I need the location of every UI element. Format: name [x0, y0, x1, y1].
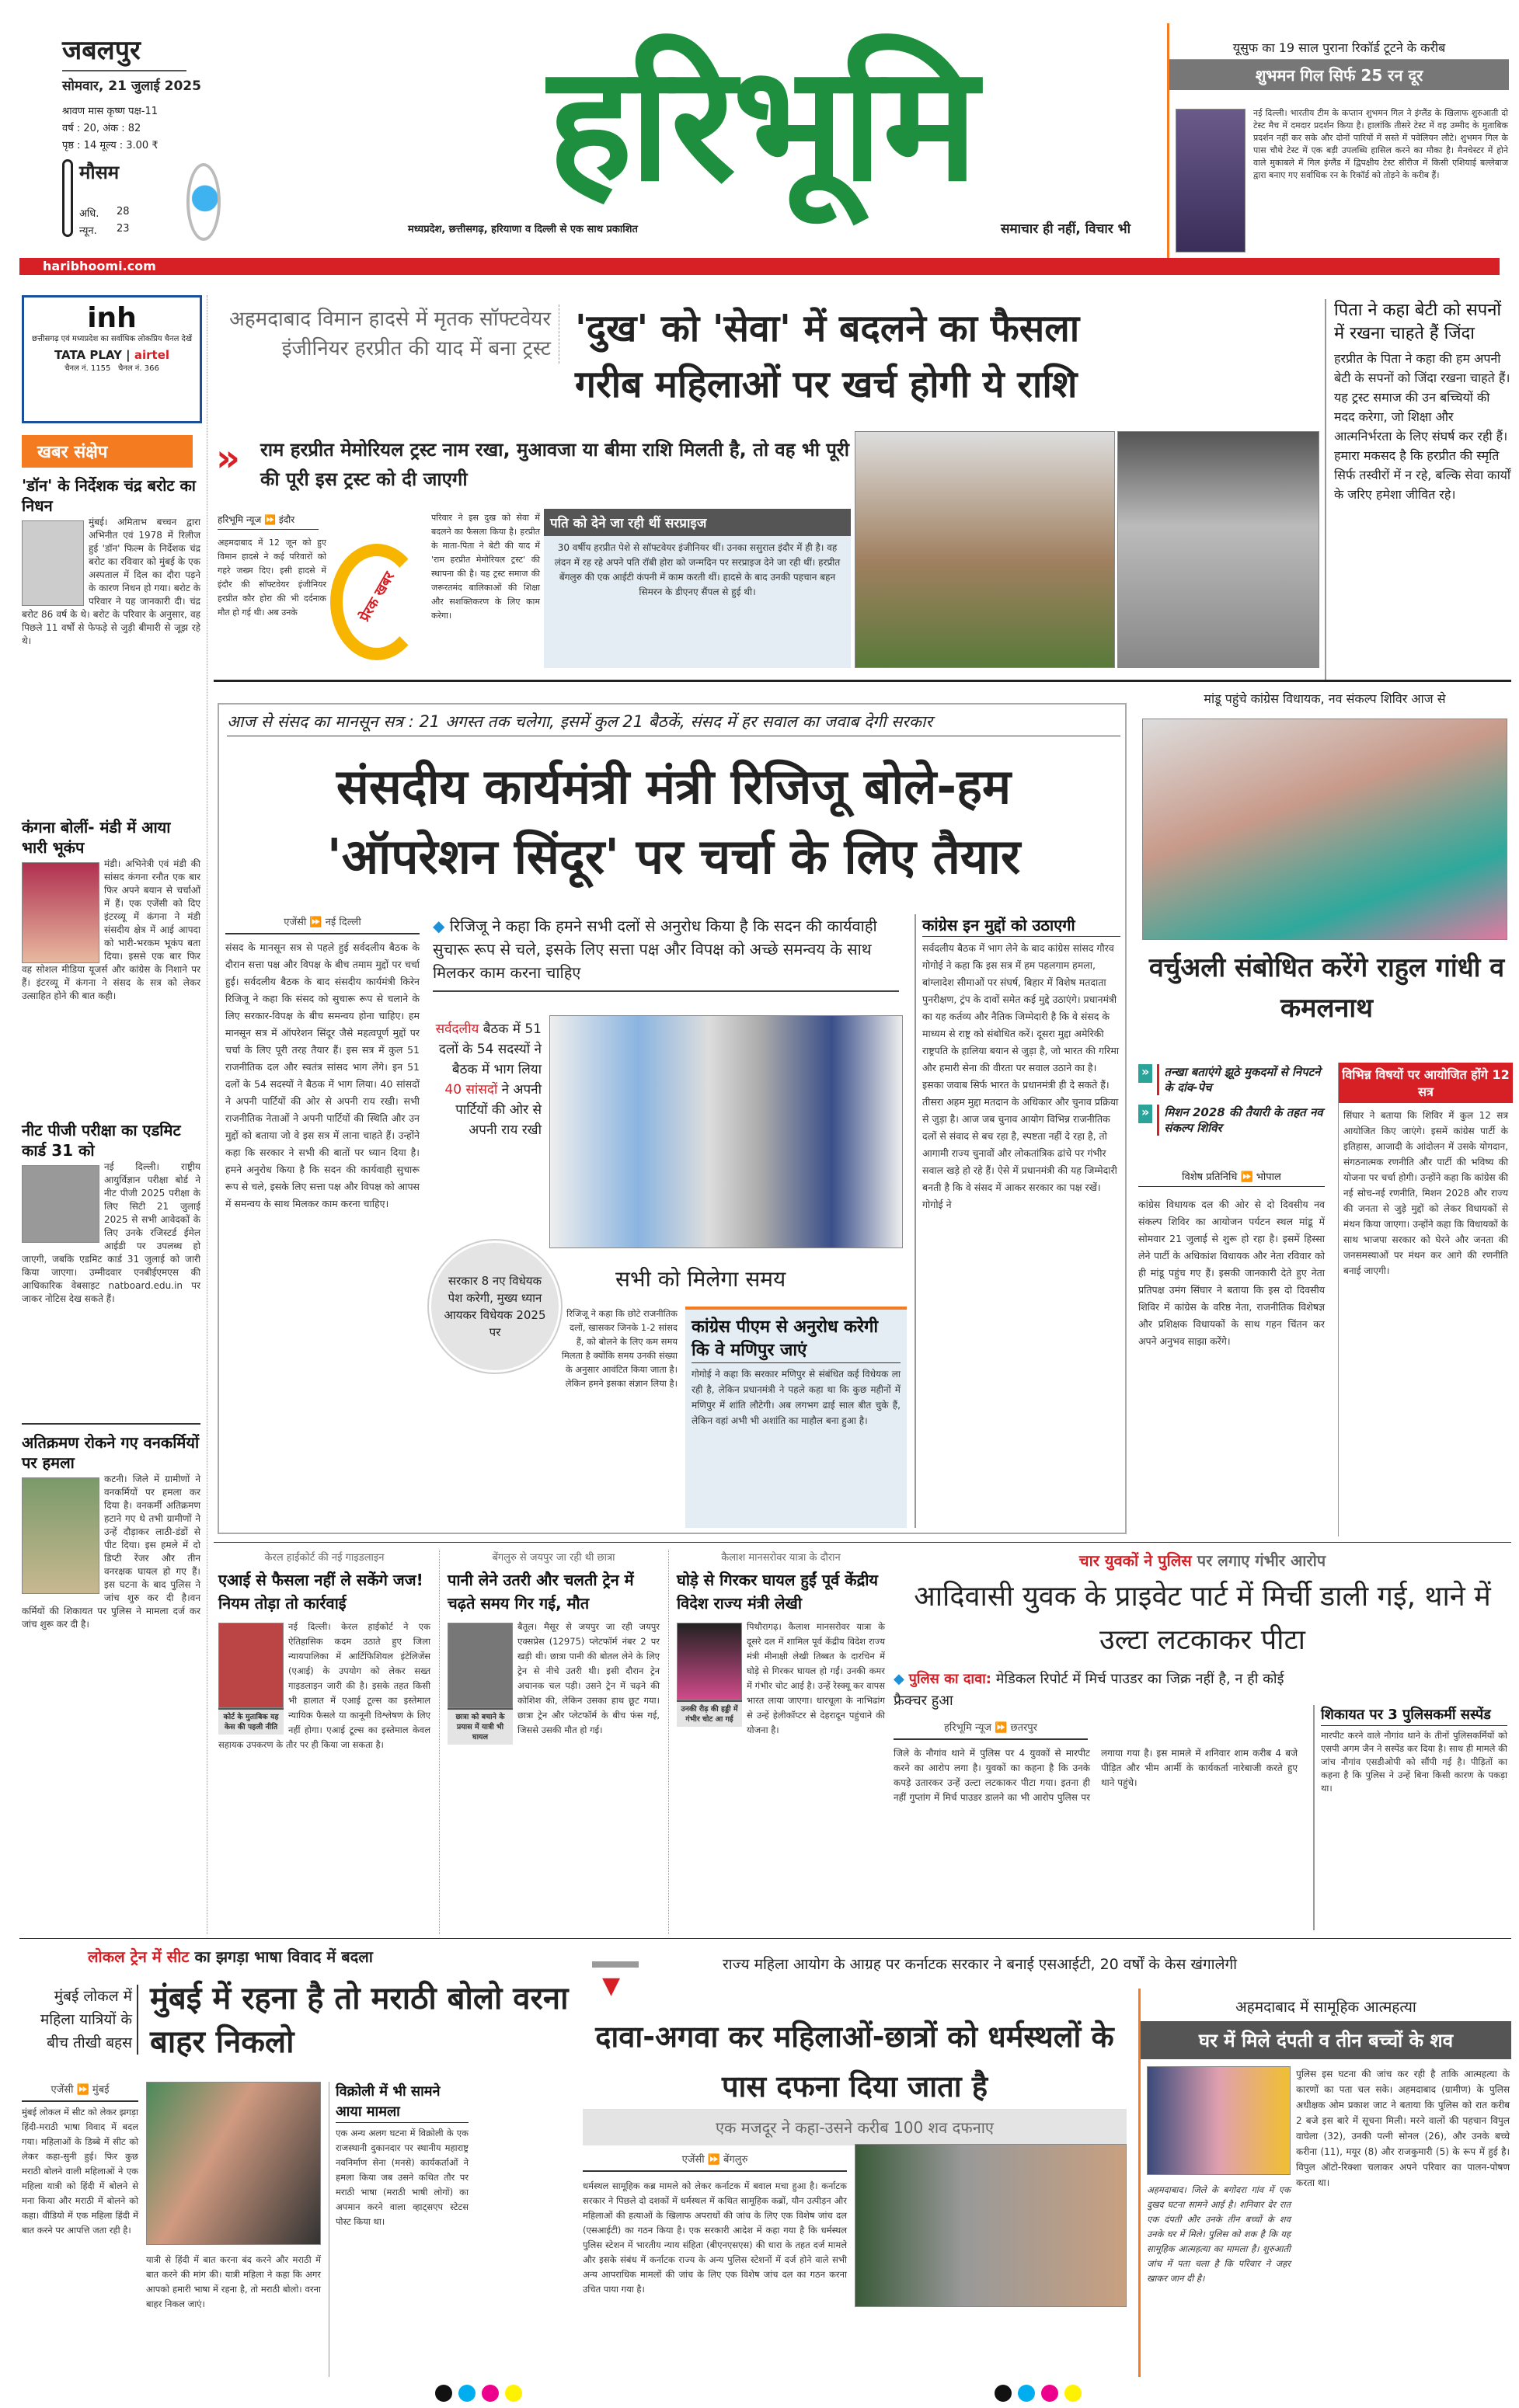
- father-quote: पिता ने कहा बेटी को सपनों में रखना चाहते हैं जिंदा हरप्रीत के पिता ने कहा की हम अपनी बेटी के सपनों को जिंदा रखना चाहते हैं। यह ट्रस्ट समाज की उन बच्चियों की मदद करेगा, जो शिक्षा और आत्मनिर्भरता के लिए संघर्ष कर रही हैं। हमारा मकसद है कि हरप्रीत की स्मृति सिर्फ तस्वीरों में न रहे, बल्कि सेवा कार्यों के जरिए हमेशा जीवित रहे।: [1325, 299, 1511, 680]
- website-link[interactable]: haribhoomi.com: [43, 259, 156, 273]
- ad-airtel: airtel: [134, 348, 170, 362]
- ad-line: छत्तीसगढ़ एवं मध्यप्रदेश का सर्वाधिक लोकप्रिय चैनल देखें: [31, 335, 193, 343]
- photo-caption: उनकी रीढ़ की हड्डी में गंभीर चोट आ गई: [677, 1700, 742, 1727]
- stat-text: ने अपनी पार्टियों की ओर से अपनी राय रखी: [455, 1082, 542, 1138]
- mandu-headline: वर्चुअली संबोधित करेंगे राहुल गांधी व कमलनाथ: [1148, 952, 1505, 1024]
- manipur-box: कांग्रेस पीएम से अनुरोध करेगी कि वे मणिपुर जाएं गोगोई ने कहा कि सरकार मणिपुर से संबंधित कई विधेयक ला रही है, लेकिन प्रधानमंत्री ने पहले कहा था कि कुछ महीनों में मणिपुर में शांति लौटेगी। अब लगभग ढाई साल बीत चुके हैं, लेकिन वहां अभी भी अशांति का माहौल बना हुआ है।: [685, 1307, 907, 1528]
- parliament-headline-1: संसदीय कार्यमंत्री मंत्री रिजिजू बोले-हम: [336, 758, 1012, 815]
- ad-channel-1: चैनल नं. 1155: [64, 364, 111, 373]
- row3-story: केरल हाईकोर्ट की नई गाइडलाइन एआई से फैसला नहीं ले सकेंगे जज! नियम तोड़ा तो कार्रवाई कोर्ट के मुताबिक यह केस की पहली नीति नई दिल्ली। केरल हाईकोर्ट ने एक ऐतिहासिक कदम उठाते हुए जिला न्यायपालिका में आर्टिफिशियल इंटेलिजेंस (एआई) के उपयोग को लेकर सख्त गाइडलाइन जारी की है। इसके तहत किसी भी हालात में एआई टूल्स का इस्तेमाल न्यायिक फैसले या कानूनी विश्लेषण के लिए नहीं होगा। एआई टूल्स का इस्तेमाल केवल सहायक उपकरण के तौर पर ही किया जा सकता है।: [218, 1552, 430, 1750]
- ad-tata: TATA PLAY: [54, 348, 122, 362]
- down-chevron-icon: [592, 1961, 639, 1968]
- lead-byline: हरिभूमि न्यूज ⏩ इंदौर: [218, 513, 319, 530]
- ad-channel-2: चैनल नं. 366: [117, 364, 159, 373]
- brief-story: 'डॉन' के निर्देशक चंद्र बरोट का निधन मुंबई। अमिताभ बच्चन द्वारा अभिनीत एवं 1978 में रिलीज हुई 'डॉन' फिल्म के निर्देशक चंद्र बरोट का रविवार को मुंबई के एक अस्पताल में दिल का दौरा पड़ने के कारण निधन हो गया। बरोट के परिवार ने यह जानकारी दी। चंद्र बरोट 86 वर्ष के थे। बरोट के परिवार के अनुसार, वह पिछले 11 वर्षों से फेफड़े से जुड़ी बीमारी से जूझ रहे थे।: [22, 476, 200, 646]
- logo: हरिभूमि: [548, 32, 975, 217]
- volume: वर्ष : 20, अंक : 82: [62, 123, 141, 134]
- pages-price: पृष्ठ : 14 मूल्य : 3.00 ₹: [62, 140, 159, 151]
- mandu-kicker: मांडू पहुंचे कांग्रेस विधायक, नव संकल्प शिविर आज से: [1204, 691, 1446, 706]
- box-title: पति को देने जा रही थीं सरप्राइज: [544, 509, 851, 536]
- prerak-khabar-badge: प्रेरक खबर: [330, 544, 423, 660]
- registration-mark: [458, 2385, 476, 2402]
- registration-mark: [1041, 2385, 1058, 2402]
- brief-story: अतिक्रमण रोकने गए वनकर्मियों पर हमला कटनी। जिले में ग्रामीणों ने वनकर्मियों पर हमला कर दिया है। वनकर्मी अतिक्रमण हटाने गए थे तभी ग्रामीणों ने उन्हें दौड़ाकर लाठी-डंडों से पीट दिया। इस हमले में दो डिप्टी रेंजर और तीन वनरक्षक घायल हो गए हैं। इस घटना के बाद पुलिस ने जांच शुरु कर दी है।वन कर्मियों की शिकायत पर पुलिस ने मामला दर्ज कर जांच शुरू कर दी है।: [22, 1423, 200, 1773]
- parliament-headline-2: 'ऑपरेशन सिंदूर' पर चर्चा के लिए तैयार: [326, 828, 1021, 885]
- mumbai-local-photo: [146, 2082, 321, 2245]
- story-kicker: यूसुफ का 19 साल पुराना रिकॉर्ड टूटने के करीब: [1169, 23, 1509, 60]
- congress-mla-photo: [1142, 719, 1507, 940]
- sessions-box: विभिन्न विषयों पर आयोजित होंगे 12 सत्र सिंघार ने बताया कि शिविर में कुल 12 सत्र आयोजित किए जाएंगे। इसमें कांग्रेस पार्टी के इतिहास, आजादी के आंदोलन में उसके योगदान, संगठनात्मक रणनीति और पार्टी की भविष्य की योजना पर चर्चा होगी। उन्होंने कहा कि कांग्रेस की नई सोच-नई रणनीति, मिशन 2028 और राज्य की जनता से जुड़े मुद्दों को लेकर विधायकों से मंथन किया जाएगा। उन्होंने कहा कि विधायकों के साथ भाजपा सरकार को घेरने और जनता की जनसमस्याओं पर मंथन कर आगे की रणनीति बनाई जाएगी।: [1338, 1063, 1513, 1536]
- channel-ad: inh छत्तीसगढ़ एवं मध्यप्रदेश का सर्वाधिक लोकप्रिय चैनल देखें TATA PLAY | airtel चैनल नं. 1155 चैनल नं. 366: [22, 295, 202, 423]
- lead-body-2: परिवार ने इस दुख को सेवा में बदलने का फैसला किया है। हरप्रीत के माता-पिता ने बेटी की याद में 'राम हरप्रीत मेमोरियल ट्रस्ट' की स्थापना की है। यह ट्रस्ट समाज की जरूरतमंद बालिकाओं की शिक्षा और सशक्तिकरण के लिए काम करेगा।: [431, 513, 540, 621]
- crash-site-photo: [855, 431, 1115, 668]
- stat-highlight: सर्वदलीय: [435, 1021, 479, 1037]
- court-photo-figure: [218, 1623, 284, 1735]
- stat-text: बैठक में 51 दलों के 54 सदस्यों ने बैठक में भाग लिया: [438, 1021, 542, 1077]
- thermometer-icon: [62, 159, 73, 237]
- min-temp: 23: [117, 223, 130, 235]
- stat-highlight: 40 सांसदों: [444, 1082, 498, 1098]
- tagline-left: मध्यप्रदेश, छत्तीसगढ़, हरियाणा व दिल्ली से एक साथ प्रकाशित: [408, 224, 638, 235]
- weather: [62, 159, 249, 245]
- ahmedabad-story: अहमदाबाद में सामूहिक आत्महत्या घर में मिले दंपती व तीन बच्चों के शव अहमदाबाद। जिले के बगोदरा गांव में एक दुखद घटना सामने आई है। शनिवार देर रात एक दंपती और उनके तीन बच्चों के शव उनके घर में मिले। पुलिस को शक है कि यह सामूहिक आत्महत्या का मामला है। शुरुआती जांच में पता चला है कि परिवार ने जहर खाकर जान दी है। पुलिस इस घटना की जांच कर रही है ताकि आत्महत्या के कारणों का पता चल सके। अहमदाबाद (ग्रामीण) के पुलिस अधीक्षक ओम प्रकाश जाट ने बताया कि पुलिस को रात करीब 2 बजे इस बारे में सूचना मिली। मरने वालों की पहचान विपुल वाघेला (32), उनकी पत्नी सोनल (26), और उनके बच्चे करीना (11), मयूर (8) और राजकुमारी (5) के रूप में हुई है। विपुल ऑटो-रिक्शा चलाकर अपने परिवार का पालन-पोषण करता था।: [1138, 1989, 1511, 2377]
- train-photo: [448, 1623, 513, 1708]
- lead-kicker: अहमदाबाद विमान हादसे में मृतक सॉफ्टवेयर इंजीनियर हरप्रीत की याद में बना ट्रस्ट: [218, 304, 559, 364]
- lead-subhead: राम हरप्रीत मेमोरियल ट्रस्ट नाम रखा, मुआवजा या बीमा राशि मिलती है, तो वह भी पूरी की पूरी इस ट्रस्ट को दी जाएगी: [260, 439, 849, 490]
- lead-headline-2: गरीब महिलाओं पर खर्च होगी ये राशि: [575, 363, 1078, 406]
- vikhroli-box: विक्रोली में भी सामने आया मामला एक अन्य अलग घटना में विक्रोली के एक राजस्थानी दुकानदार पर स्थानीय महाराष्ट्र नवनिर्माण सेना (मनसे) कार्यकर्ताओं ने हमला किया जब उसने कथित तौर पर मराठी भाषा (मराठी भाषी लोगों) का अपमान करने वाला व्हाट्सएप स्टेटस पोस्ट किया था।: [329, 2082, 469, 2377]
- diamond-icon: ◆: [433, 917, 450, 935]
- bills-circle: सरकार 8 नए विधेयक पेश करेगी, मुख्य ध्यान आयकर विधेयक 2025 पर: [429, 1241, 561, 1373]
- down-chevron-icon: ▼: [602, 1972, 621, 1999]
- lekhi-photo-figure: [677, 1623, 742, 1727]
- city: जबलपुर: [62, 31, 186, 71]
- story-body: नई दिल्ली। भारतीय टीम के कप्तान शुभमन गिल ने इंग्लैंड के खिलाफ शुरुआती दो टेस्ट मैच में दमदार प्रदर्शन किया है। हालांकि तीसरे टेस्ट में वह उम्मीद के मुताबिक प्रदर्शन नहीं कर सके और दोनों पारियों में सस्ते में पवेलियन लौटे। शुभमन गिल के पास चौथे टेस्ट में एक बड़ी उपलब्धि हासिल करने का मौका है। मैनचेस्टर में होने वाले मुकाबले में गिल इंग्लैंड में द्विपक्षीय टेस्ट सीरीज में किसी एशियाई बल्लेबाज द्वारा बनाए गए सर्वाधिक रन के रिकॉर्ड को तोड़ने के करीब हैं।: [1253, 108, 1508, 180]
- left-column: [22, 475, 200, 1936]
- lead-headline-1: 'दुख' को 'सेवा' में बदलने का फैसला: [575, 307, 1080, 350]
- tithi: श्रावण मास कृष्ण पक्ष-11: [62, 106, 159, 117]
- row3-story: बेंगलुरु से जयपुर जा रही थी छात्रा पानी लेने उतरी और चलती ट्रेन में चढ़ते समय गिर गई, मौत छात्रा को बचाने के प्रयास में यात्री भी घायल बैतूल। मैसूर से जयपुर जा रही जयपुर एक्सप्रेस (12975) प्लेटफॉर्म नंबर 2 पर खड़ी थी। छात्रा पानी की बोतल लेने के लिए ट्रेन से नीचे उतरी थी। इसी दौरान ट्रेन अचानक चल पड़ी। उसने ट्रेन में चढ़ने की कोशिश की, लेकिन उसका हाथ छूट गया। छात्रा ट्रेन और प्लेटफॉर्म के बीच फंस गई, जिससे उसकी मौत हो गई।: [443, 1550, 664, 1934]
- section-label: खबर संक्षेप: [22, 435, 193, 468]
- chevron-icon: »: [216, 437, 241, 480]
- mandu-bullets: » तन्खा बताएंगे झूठे मुकदमों से निपटने के दांव-पेच » मिशन 2028 की तैयारी के तहत नव संकल्प शिविर: [1138, 1064, 1329, 1136]
- photo-caption: कोर्ट के मुताबिक यह केस की पहली नीति: [218, 1708, 284, 1735]
- box-body: 30 वर्षीय हरप्रीत पेशे से सॉफ्टवेयर इंजीनियर थीं। उनका ससुराल इंदौर में ही है। वह लंदन में रह रहे अपने पति रॉबी होरा को जन्मदिन पर सरप्राइज देने जा रही थीं। हरप्रीत बेंगलुरु की एक आईटी कंपनी में काम करती थीं। हादसे के बाद उनकी पहचान बहन सिमरन के डीएनए सैंपल से हुई थी।: [554, 542, 841, 597]
- family-photo: [1147, 2066, 1291, 2175]
- chandra-barot-photo: [22, 520, 84, 606]
- weather-label: मौसम: [79, 162, 120, 183]
- parliament-kicker: आज से संसद का मानसून सत्र : 21 अगस्त तक चलेगा, इसमें कुल 21 बैठकें, संसद में हर सवाल का जवाब देगी सरकार: [227, 711, 1120, 736]
- train-photo-figure: [448, 1623, 513, 1745]
- website-bar: [19, 258, 1500, 275]
- double-chevron-icon: »: [1138, 1064, 1152, 1083]
- parliament-body: संसद के मानसून सत्र से पहले हुई सर्वदलीय बैठक के दौरान सत्ता पक्ष और विपक्ष के बीच तमाम मुद्दों पर चर्चा हुई। सर्वदलीय बैठक के बाद संसदीय कार्यमंत्री किरेन रिजिजू ने कहा कि संसद को सुचारू रूप से चलाने के लिए सरकार-विपक्ष के बीच समन्वय होना चाहिए। हम मानसून सत्र में ऑपरेशन सिंदूर जैसे महत्वपूर्ण मुद्दों पर चर्चा के लिए पूरी तरह तैयार हैं। इस सत्र में कुल 51 राजनीतिक दल और स्वतंत्र सांसद भाग लेंगे। इन 51 दलों के 54 सदस्यों ने बैठक में भाग लिया। 40 सांसदों ने अपनी पार्टियों की ओर से अपनी राय रखी। सभी राजनीतिक नेताओं ने अपनी पार्टियों की स्थिति और उन मुद्दों को बताया जो वे इस सत्र में लाना चाहते हैं। उन्होंने कहा कि सरकार ने सभी की बातों पर ध्यान दिया है। हमने अनुरोध किया है कि सदन की कार्यवाही सुचारू रूप से चले, इसके लिए सत्ता पक्ष और विपक्ष को आपस में समन्वय के साथ मिलकर काम करना चाहिए।: [225, 941, 420, 1209]
- neet-photo: [22, 1165, 99, 1243]
- lekhi-photo: [677, 1623, 742, 1700]
- max-temp: 28: [117, 206, 130, 217]
- min-label: न्यून.: [79, 225, 97, 237]
- forest-guards-photo: [22, 1477, 99, 1594]
- parliament-story: [218, 703, 1127, 1534]
- surprise-box: [544, 509, 851, 668]
- harpreet-photo: [1117, 431, 1319, 668]
- cloud-icon: [186, 163, 221, 241]
- shubman-gill-photo: [1176, 109, 1246, 252]
- ministers-photo: [549, 1015, 903, 1248]
- max-label: अधि.: [79, 208, 99, 220]
- ad-brand: inh: [87, 302, 137, 334]
- small-body: रिजिजू ने कहा कि छोटे राजनीतिक दलों, खासकर जिनके 1-2 सांसद हैं, को बोलने के लिए कम समय मिलता है क्योंकि समय उनकी संख्या के अनुसार आवंटित किया जाता है। लेकिन हमने इसका संज्ञान लिया है।: [561, 1308, 678, 1389]
- date: सोमवार, 21 जुलाई 2025: [62, 78, 201, 94]
- court-photo: [218, 1623, 284, 1708]
- top-right-story: [1167, 23, 1509, 270]
- tagline-right: समाचार ही नहीं, विचार भी: [1001, 221, 1131, 237]
- suspended-box: शिकायत पर 3 पुलिसकर्मी सस्पेंड मारपीट करने वाले नौगांव थाने के तीनों पुलिसकर्मियों को एसपी अगम जैन ने सस्पेंड कर दिया है। साथ ही मामले की जांच नौगांव एसडीओपी को सौंपी गई है। पीड़ितों का कहना है कि पुलिस ने उन्हें बिना किसी कारण के पकड़ा था।: [1313, 1705, 1507, 1930]
- photo-caption: छात्रा को बचाने के प्रयास में यात्री भी घायल: [448, 1708, 513, 1745]
- registration-mark: [482, 2385, 499, 2402]
- mandu-byline: विशेष प्रतिनिधि ⏩ भोपाल: [1138, 1169, 1325, 1187]
- masthead-info: [62, 31, 249, 264]
- pull-quote: ◆ रिजिजू ने कहा कि हमने सभी दलों से अनुरोध किया है कि सदन की कार्यवाही सुचारू रूप से चले, इसके लिए सत्ता पक्ष और विपक्ष को अच्छे समन्वय के साथ मिलकर काम करना चाहिए: [433, 914, 899, 992]
- registration-mark: [1064, 2385, 1082, 2402]
- adivasi-story: चार युवकों ने पुलिस पर लगाए गंभीर आरोप आदिवासी युवक के प्राइवेट पार्ट में मिर्ची डाली गई, थाने में उल्टा लटकाकर पीटा ◆ पुलिस का दावा: मेडिकल रिपोर्ट में मिर्च पाउडर का जिक्र नहीं है, न ही कोई फ्रैक्चर हुआ हरिभूमि न्यूज ⏩ छतरपुर जिले के नौगांव थाने में पुलिस पर 4 युवकों से मारपीट करने का आरोप लगा है। युवकों का कहना है कि उनके कपड़े उतारकर उन्हें उल्टा लटकाकर पीटा गया। इतना ही नहीं गुप्तांग में मिर्च पाउडर डालने का भी आरोप पुलिस पर लगाया गया है। इस मामले में शनिवार शाम करीब 4 बजे पीड़ित और भीम आर्मी के कार्यकर्ता नारेबाजी करते हुए थाने पहुंचे। शिकायत पर 3 पुलिसकर्मी सस्पेंड मारपीट करने वाले नौगांव थाने के तीनों पुलिसकर्मियों को एसपी अगम जैन ने सस्पेंड कर दिया है। साथ ही मामले की जांच नौगांव एसडीओपी को सौंपी गई है। पीड़ितों का कहना है कि पुलिस ने उन्हें बिना किसी कारण के पकड़ा था।: [894, 1550, 1511, 1934]
- kangana-photo: [22, 862, 99, 963]
- registration-mark: [1018, 2385, 1035, 2402]
- lead-body-1: अहमदाबाद में 12 जून को हुए विमान हादसे ने कई परिवारों को गहरे जख्म दिए। इसी हादसे में इंदौर की सॉफ्टवेयर इंजीनियर हरप्रीत कौर होरा की भी दर्दनाक मौत हो गई थी। अब उनके: [218, 538, 326, 618]
- congress-issues: कांग्रेस इन मुद्दों को उठाएगी सर्वदलीय बैठक में भाग लेने के बाद कांग्रेस सांसद गौरव गोगोई ने कहा कि इस सत्र में हम पहलगाम हमला, बांग्लादेश सीमाओं पर संघर्ष, बिहार में विशेष मतदाता पुनरीक्षण, ट्रंप के दावों समेत कई मुद्दे उठाएंगे। प्रधानमंत्री का यह कर्तव्य और नैतिक जिम्मेदारी है कि वे संसद के माध्यम से राष्ट्र को संबोधित करें। दूसरा मुद्दा अमेरिकी राष्ट्रपति के हालिया बयान से जुड़ा है, जो भारत की गरिमा और हमारी सेना की वीरता पर सवाल उठाने का है। इसका जवाब सिर्फ भारत के प्रधानमंत्री ही दे सकते हैं। तीसरा अहम मुद्दा मतदान के अधिकार और चुनाव प्रक्रिया से जुड़ा है। आज जब चुनाव आयोग विभिन्न राजनीतिक दलों से संवाद से बच रहा है, स्पष्टता नहीं दे रहा है, तो आगामी राज्य चुनावों और लोकतांत्रिक ढांचे पर गंभीर सवाल खड़े हो रहे हैं। ऐसे में प्रधानमंत्री की यह जिम्मेदारी बनती है कि वे संसद में आकर सरकार का पक्ष रखें। गोगोई ने: [915, 914, 1120, 1528]
- double-chevron-icon: »: [1138, 1105, 1152, 1123]
- photo-caption: सभी को मिलेगा समय: [615, 1266, 786, 1292]
- brief-story: कंगना बोलीं- मंडी में आया भारी भूकंप मंडी। अभिनेत्री एवं मंडी की सांसद कंगना रनौत एक बार फिर अपने बयान से चर्चाओं में हैं। एक एजेंसी को दिए इंटरव्यू में कंगना ने मंडी संसदीय क्षेत्र में आई आपदा को भारी-भरकम भूकंप बता दिया। इससे एक बार फिर वह सोशल मीडिया यूजर्स और कांग्रेस के निशाने पर हैं। इंटरव्यू में कंगना ने संसद के सत्र को लेकर उत्साहित होने की बात कही।: [22, 818, 200, 1001]
- sit-photo: [855, 2144, 1127, 2307]
- mandu-body: कांग्रेस विधायक दल की ओर से दो दिवसीय नव संकल्प शिविर का आयोजन पर्यटन स्थल मांडू में सोमवार 21 जुलाई से शुरू हो रहा है। इसमें हिस्सा लेने पार्टी के अधिकांश विधायक और नेता रविवार को ही मांडू पहुंच गए हैं। इसकी जानकारी देते हुए नेता प्रतिपक्ष उमंग सिंघार ने बताया कि इस दो दिवसीय शिविर में कांग्रेस के वरिष्ठ नेता, राजनीतिक विशेषज्ञ और प्रशिक्षक विधायकों के साथ गहन चिंतन कर अपने अनुभव साझा करेंगे।: [1138, 1199, 1325, 1347]
- registration-mark: [995, 2385, 1012, 2402]
- registration-mark: [435, 2385, 452, 2402]
- story-headline: शुभमन गिल सिर्फ 25 रन दूर: [1169, 60, 1509, 90]
- row3-story: कैलाश मानसरोवर यात्रा के दौरान घोड़े से गिरकर घायल हुईं पूर्व केंद्रीय विदेश राज्य मंत्री लेखी उनकी रीढ़ की हड्डी में गंभीर चोट आ गई पिथौरागढ़। कैलाश मानसरोवर यात्रा के दूसरे दल में शामिल पूर्व केंद्रीय विदेश राज्य मंत्री मीनाक्षी लेखी तिब्बत के दारचिन में घोड़े से गिरकर घायल हो गईं। उनकी कमर में गंभीर चोट आई है। उन्हें रेस्क्यू कर वापस भारत लाया जाएगा। धारचूला के नाभिढांग से उन्हें हेलीकॉप्टर से देहरादून पहुंचाने की योजना है।: [677, 1552, 885, 1735]
- parliament-byline: एजेंसी ⏩ नई दिल्ली: [225, 914, 420, 934]
- registration-mark: [505, 2385, 522, 2402]
- karnataka-story: ▼ राज्य महिला आयोग के आग्रह पर कर्नाटक सरकार ने बनाई एसआईटी, 20 वर्षों के केस खंगालेगी दावा-अगवा कर महिलाओं-छात्रों को धर्मस्थलों के पास दफना दिया जाता है एक मजदूर ने कहा-उसने करीब 100 शव दफनाए एजेंसी ⏩ बेंगलुरु धर्मस्थल सामूहिक कब्र मामले को लेकर कर्नाटक में बवाल मचा हुआ है। कर्नाटक सरकार ने पिछले दो दशकों में धर्मस्थल में कथित सामूहिक कब्रों, यौन उत्पीड़न और महिलाओं की हत्याओं के खिलाफ अपराधों की जांच के लिए एक विशेष जांच दल (एसआईटी) का गठन किया है। एक सरकारी आदेश में कहा गया है कि धर्मस्थल पुलिस स्टेशन में भारतीय न्याय संहिता (बीएनएसएस) की धारा के तहत दर्ज मामले और इसके संबंध में कर्नाटक राज्य के अन्य पुलिस स्टेशनों में दर्ज होने वाले सभी अन्य आपराधिक मामलों की जांच के लिए एक विशेष जांच दल का गठन करना उचित पाया गया है।: [583, 1946, 1134, 2377]
- brief-story: नीट पीजी परीक्षा का एडमिट कार्ड 31 को नई दिल्ली। राष्ट्रीय आयुर्विज्ञान परीक्षा बोर्ड ने नीट पीजी 2025 परीक्षा के लिए सिटी 21 जुलाई 2025 से सभी आवेदकों के लिए उनके रजिस्टर्ड ईमेल आईडी पर उपलब्ध हो जाएगी, जबकि एडमिट कार्ड 31 जुलाई को जारी किया जाएगा। उम्मीदवार एनबीईएमएस की आधिकारिक वेबसाइट natboard.edu.in पर जाकर नोटिस देख सकते हैं।: [22, 1121, 200, 1304]
- mumbai-story: लोकल ट्रेन में सीट का झगड़ा भाषा विवाद में बदला मुंबई लोकल में महिला यात्रियों के बीच तीखी बहस मुंबई में रहना है तो मराठी बोलो वरना बाहर निकलो एजेंसी ⏩ मुंबई मुंबई लोकल में सीट को लेकर झगड़ा हिंदी-मराठी भाषा विवाद में बदल गया। महिलाओं के डिब्बे में सीट को लेकर कहा-सुनी हुई। फिर कुछ मराठी बोलने वाली महिलाओं ने एक महिला यात्री को हिंदी में बोलने से मना किया और मराठी में बोलने को कहा। वीडियो में एक महिला हिंदी में बात करने पर आपत्ति जता रही है। यात्री से हिंदी में बात करना बंद करने और मराठी में बात करने की मांग की। यात्री महिला ने कहा कि अगर आपको हमारी भाषा में रहना है, तो मराठी बोलो। वरना बाहर निकल जाएं। विक्रोली में भी सामने आया मामला एक अन्य अलग घटना में विक्रोली के एक राजस्थानी दुकानदार पर स्थानीय महाराष्ट्र नवनिर्माण सेना (मनसे) कार्यकर्ताओं ने हमला किया जब उसने कथित तौर पर मराठी भाषा (मराठी भाषी लोगों) का अपमान करने वाला व्हाट्सएप स्टेटस पोस्ट किया था।: [22, 1946, 577, 2377]
